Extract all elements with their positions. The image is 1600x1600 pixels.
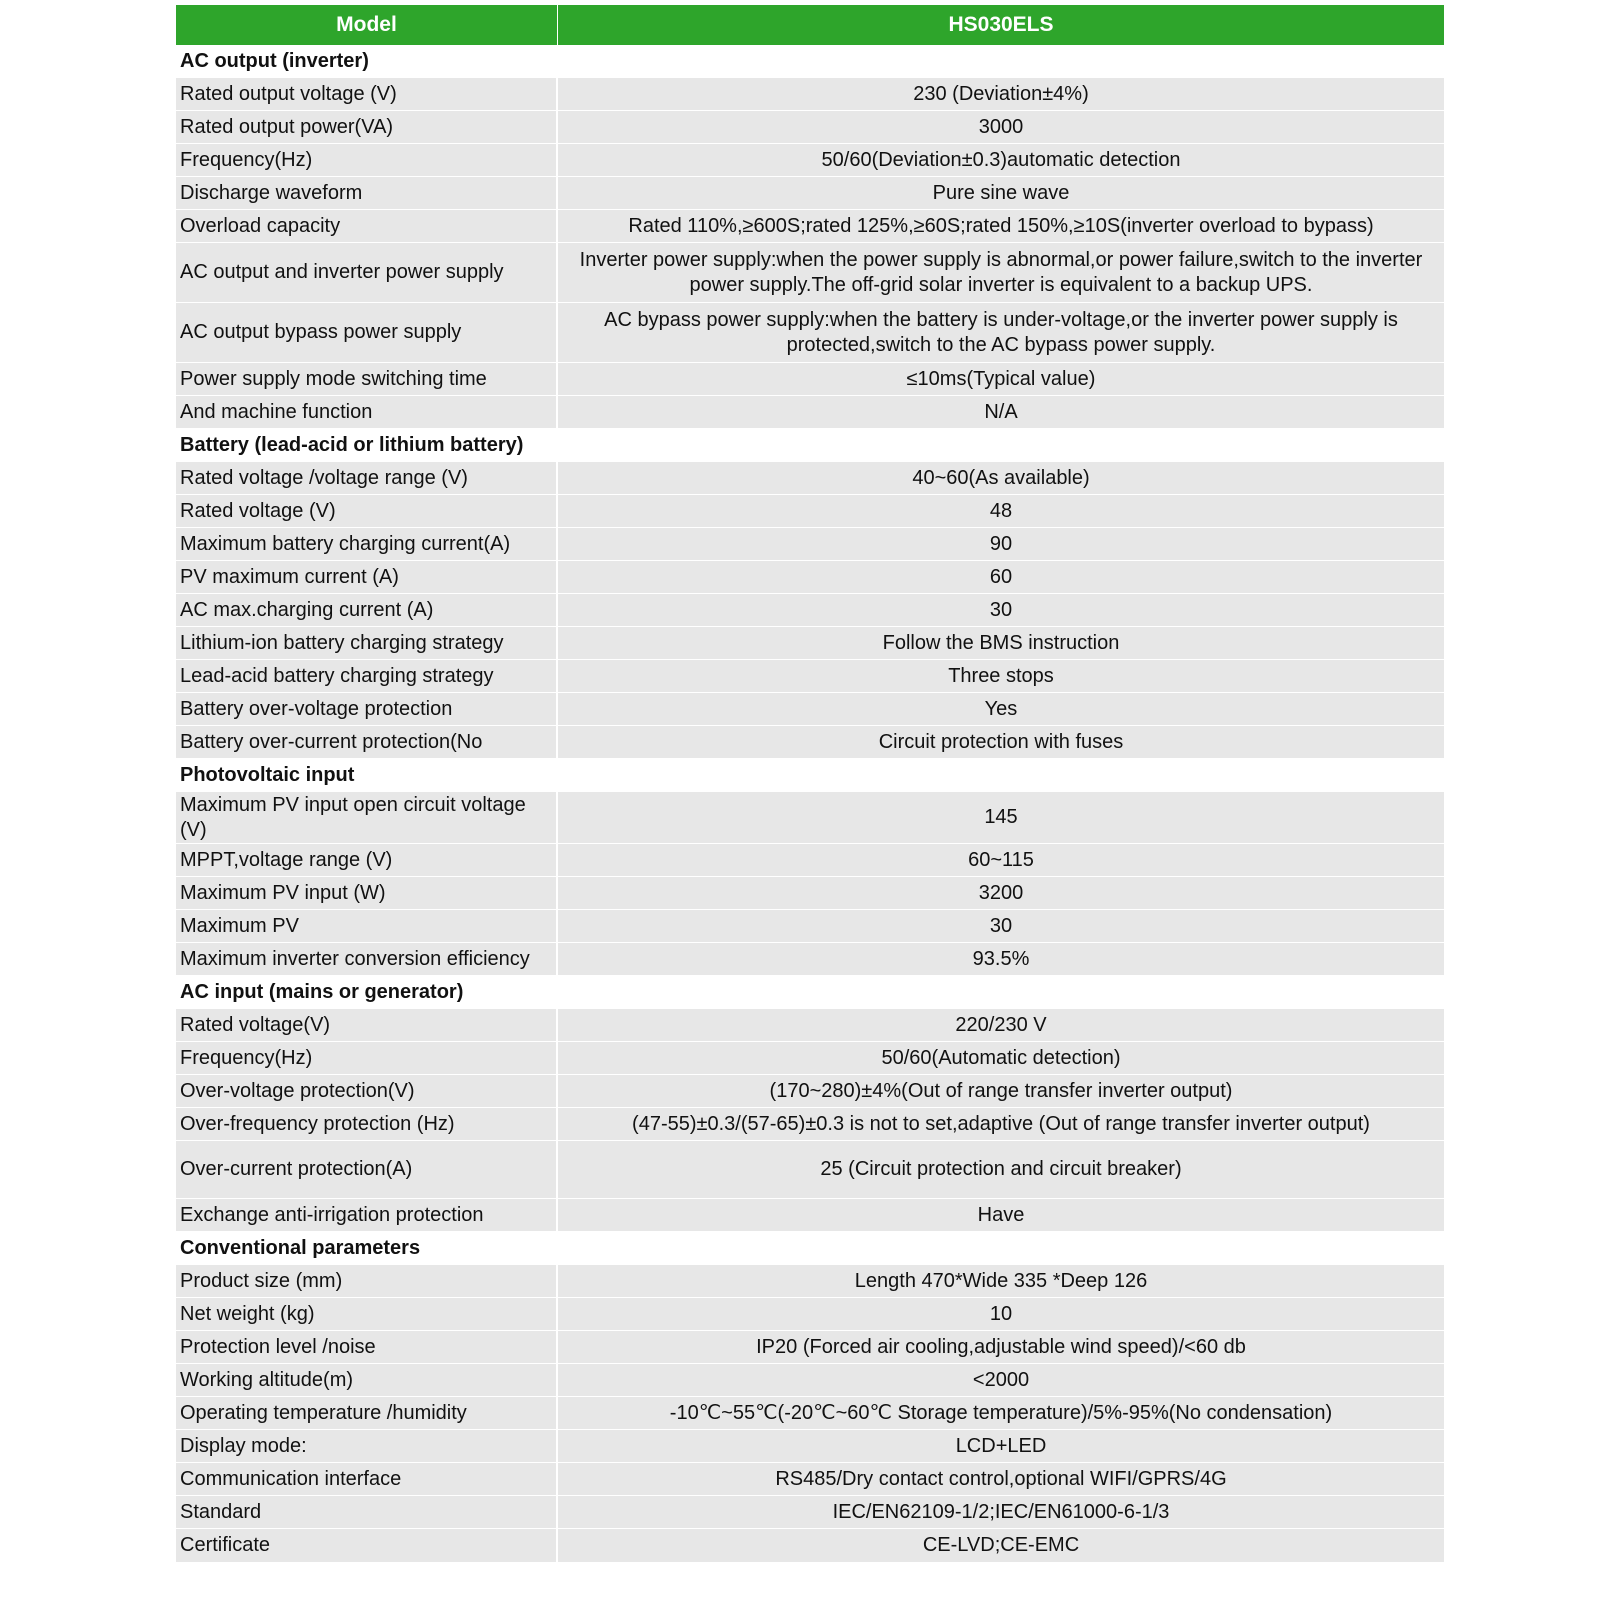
- spec-value: 3000: [978, 115, 1024, 138]
- table-row: [176, 792, 1444, 844]
- table-row: [176, 726, 1444, 759]
- spec-label: Battery over-voltage protection: [176, 693, 558, 725]
- table-row: [176, 627, 1444, 660]
- spec-label: Communication interface: [176, 1463, 558, 1495]
- spec-value: IP20 (Forced air cooling,adjustable wind speed)/<60 db: [756, 1335, 1246, 1358]
- table-row: [176, 396, 1444, 429]
- table-row: [176, 877, 1444, 910]
- spec-value: Yes: [984, 697, 1018, 720]
- spec-table: [176, 5, 1444, 1563]
- spec-label: AC max.charging current (A): [176, 594, 558, 626]
- table-row: [176, 660, 1444, 693]
- spec-value: AC bypass power supply:when the battery is under-voltage,or the inverter power supply is protected,switch to the AC bypass power supply.: [604, 308, 1398, 356]
- spec-label: Standard: [176, 1496, 558, 1528]
- spec-label: AC output bypass power supply: [176, 303, 558, 362]
- spec-label: Over-current protection(A): [176, 1141, 558, 1198]
- spec-value: (47-55)±0.3/(57-65)±0.3 is not to set,adaptive (Out of range transfer inverter output): [632, 1112, 1370, 1135]
- spec-value: <2000: [972, 1368, 1030, 1391]
- table-row: [176, 78, 1444, 111]
- spec-value: 48: [989, 499, 1013, 522]
- spec-value: ≤10ms(Typical value): [906, 367, 1096, 390]
- spec-value: 10: [989, 1302, 1013, 1325]
- spec-label: Operating temperature /humidity: [176, 1397, 558, 1429]
- table-row: [176, 303, 1444, 363]
- spec-value: Circuit protection with fuses: [878, 730, 1124, 753]
- table-row: [176, 1397, 1444, 1430]
- spec-label: Frequency(Hz): [176, 144, 558, 176]
- table-row: [176, 943, 1444, 976]
- model-value: HS030ELS: [948, 13, 1054, 36]
- spec-label: Rated output power(VA): [176, 111, 558, 143]
- table-row: [176, 528, 1444, 561]
- table-row: [176, 1075, 1444, 1108]
- spec-value: 145: [984, 806, 1018, 828]
- spec-label: Frequency(Hz): [176, 1042, 558, 1074]
- table-row: [176, 561, 1444, 594]
- spec-value: CE-LVD;CE-EMC: [922, 1534, 1080, 1556]
- table-header: [176, 5, 1444, 45]
- table-body: [176, 45, 1444, 1563]
- section-title: AC output (inverter): [176, 45, 1444, 78]
- table-row: [176, 243, 1444, 303]
- spec-label: Product size (mm): [176, 1265, 558, 1297]
- spec-value: 40~60(As available): [912, 466, 1090, 489]
- spec-label: Maximum PV input open circuit voltage (V): [176, 792, 558, 843]
- spec-value: 220/230 V: [955, 1013, 1047, 1036]
- spec-value: 30: [989, 914, 1013, 937]
- spec-value: Rated 110%,≥600S;rated 125%,≥60S;rated 150%,≥10S(inverter overload to bypass): [628, 214, 1374, 237]
- spec-label: Maximum battery charging current(A): [176, 528, 558, 560]
- spec-value: 60~115: [968, 848, 1034, 871]
- spec-label: AC output and inverter power supply: [176, 243, 558, 302]
- spec-value: -10℃~55℃(-20℃~60℃ Storage temperature)/5%-95%(No condensation): [669, 1401, 1333, 1424]
- spec-label: Maximum PV: [176, 910, 558, 942]
- table-row: [176, 1042, 1444, 1075]
- spec-label: Working altitude(m): [176, 1364, 558, 1396]
- spec-label: Display mode:: [176, 1430, 558, 1462]
- spec-label: Rated voltage /voltage range (V): [176, 462, 558, 494]
- spec-label: Battery over-current protection(No: [176, 726, 558, 758]
- model-label: Model: [176, 5, 558, 45]
- spec-label: Protection level /noise: [176, 1331, 558, 1363]
- spec-value: 3200: [978, 881, 1024, 904]
- spec-label: PV maximum current (A): [176, 561, 558, 593]
- section-title: Battery (lead-acid or lithium battery): [176, 429, 1444, 462]
- table-row: [176, 1496, 1444, 1529]
- spec-value: Follow the BMS instruction: [882, 631, 1120, 654]
- section-title: Conventional parameters: [176, 1232, 1444, 1265]
- table-row: [176, 1529, 1444, 1563]
- spec-label: Overload capacity: [176, 210, 558, 242]
- spec-label: Exchange anti-irrigation protection: [176, 1199, 558, 1231]
- spec-label: Lithium-ion battery charging strategy: [176, 627, 558, 659]
- spec-label: MPPT,voltage range (V): [176, 844, 558, 876]
- spec-label: Over-frequency protection (Hz): [176, 1108, 558, 1140]
- table-row: [176, 363, 1444, 396]
- spec-value: 25 (Circuit protection and circuit breaker): [820, 1158, 1182, 1180]
- table-row: [176, 1199, 1444, 1232]
- spec-value: 93.5%: [972, 947, 1030, 970]
- table-row: [176, 111, 1444, 144]
- spec-value: N/A: [984, 400, 1018, 423]
- section-title: AC input (mains or generator): [176, 976, 1444, 1009]
- spec-label: Net weight (kg): [176, 1298, 558, 1330]
- spec-value: 230 (Deviation±4%): [913, 82, 1089, 105]
- table-row: [176, 594, 1444, 627]
- spec-value: 30: [989, 598, 1013, 621]
- spec-value: Inverter power supply:when the power supply is abnormal,or power failure,switch to the inverter power supply.The off-grid solar inverter is equivalent to a backup UPS.: [579, 248, 1423, 296]
- spec-label: Discharge waveform: [176, 177, 558, 209]
- spec-value: Pure sine wave: [932, 181, 1070, 204]
- spec-label: Rated voltage (V): [176, 495, 558, 527]
- spec-value: 50/60(Automatic detection): [881, 1046, 1121, 1069]
- table-row: [176, 177, 1444, 210]
- table-row: [176, 144, 1444, 177]
- spec-value: IEC/EN62109-1/2;IEC/EN61000-6-1/3: [832, 1500, 1170, 1523]
- spec-value: Have: [977, 1203, 1025, 1226]
- table-row: [176, 1108, 1444, 1141]
- spec-label: Maximum PV input (W): [176, 877, 558, 909]
- spec-value: Length 470*Wide 335 *Deep 126: [854, 1269, 1148, 1292]
- table-row: [176, 910, 1444, 943]
- table-row: [176, 1331, 1444, 1364]
- table-row: [176, 462, 1444, 495]
- table-row: [176, 844, 1444, 877]
- spec-value: Three stops: [948, 664, 1054, 687]
- spec-label: Rated output voltage (V): [176, 78, 558, 110]
- spec-value: 60: [989, 565, 1013, 588]
- spec-value: 50/60(Deviation±0.3)automatic detection: [821, 148, 1181, 171]
- spec-value: 90: [989, 532, 1013, 555]
- spec-value: RS485/Dry contact control,optional WIFI/GPRS/4G: [775, 1467, 1227, 1490]
- table-row: [176, 495, 1444, 528]
- table-row: [176, 1265, 1444, 1298]
- spec-value: LCD+LED: [955, 1434, 1047, 1457]
- section-title: Photovoltaic input: [176, 759, 1444, 792]
- spec-label: Rated voltage(V): [176, 1009, 558, 1041]
- table-row: [176, 1463, 1444, 1496]
- spec-label: Lead-acid battery charging strategy: [176, 660, 558, 692]
- spec-value: (170~280)±4%(Out of range transfer inverter output): [769, 1079, 1233, 1102]
- spec-label: Power supply mode switching time: [176, 363, 558, 395]
- table-row: [176, 693, 1444, 726]
- table-row: [176, 1364, 1444, 1397]
- table-row: [176, 1298, 1444, 1331]
- spec-label: Maximum inverter conversion efficiency: [176, 943, 558, 975]
- spec-label: And machine function: [176, 396, 558, 428]
- spec-label: Certificate: [176, 1529, 558, 1562]
- table-row: [176, 1009, 1444, 1042]
- table-row: [176, 210, 1444, 243]
- spec-label: Over-voltage protection(V): [176, 1075, 558, 1107]
- table-row: [176, 1141, 1444, 1199]
- table-row: [176, 1430, 1444, 1463]
